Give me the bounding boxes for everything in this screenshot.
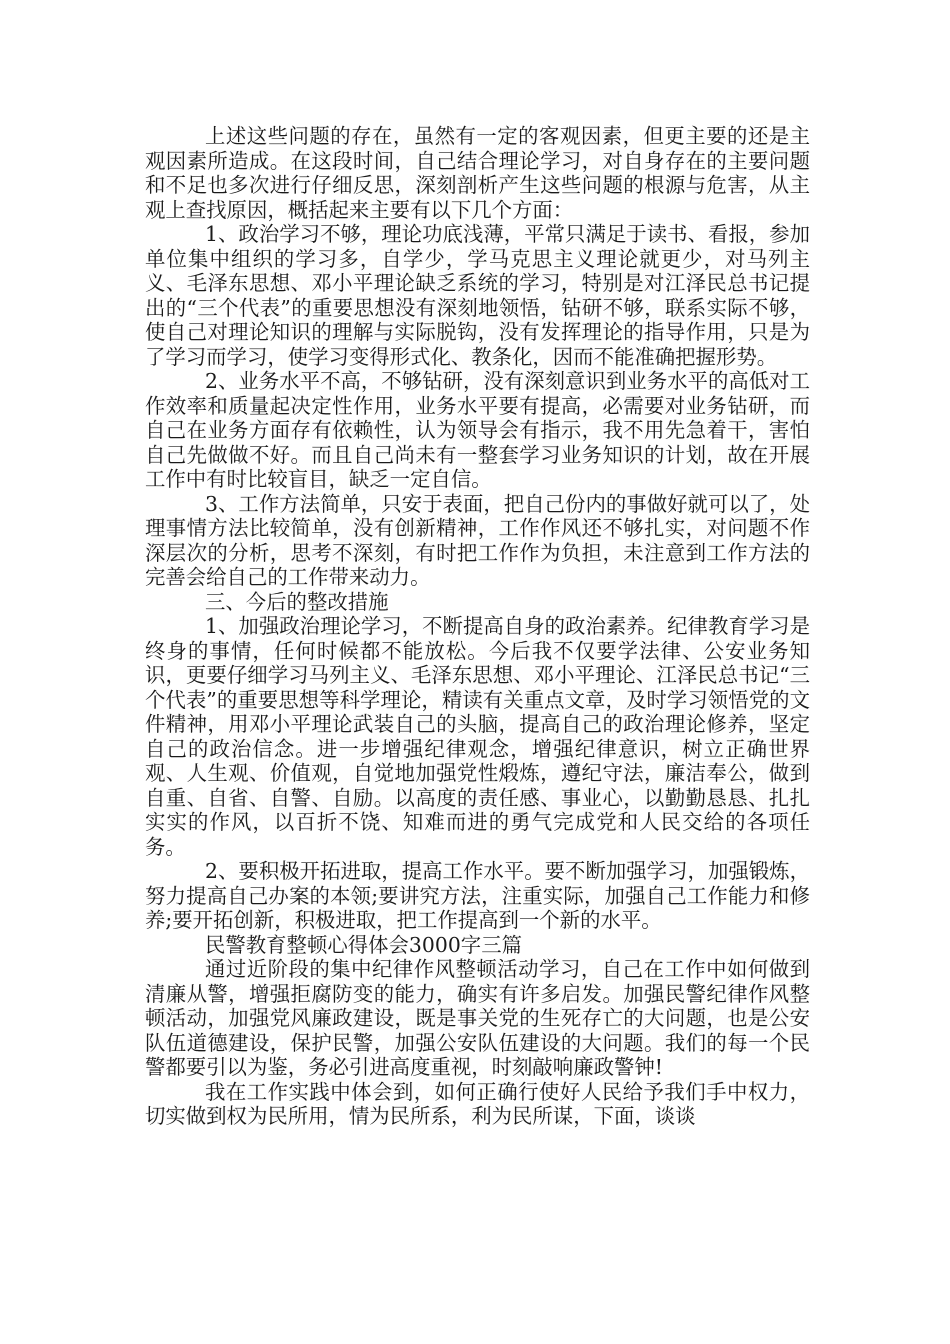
article-title: 民警教育整顿心得体会3000字三篇 (205, 932, 522, 957)
paragraph-point-1-political-study: 1、政治学习不够，理论功底浅薄，平常只满足于读书、看报，参加单位集中组织的学习多，自学少，学马克思主义理论就更少，对马列主义、毛泽东思想、邓小平理论缺乏系统的学习，特别是对江泽民总书记提出的“三个代表”的重要思想没有深刻地领悟，钻研不够，联系实际不够，使自己对理论知识的理解与实际脱钩，没有发挥理论的指导作用，只是为了学习而学习，使学习变得形式化、教条化，因而不能准确把握形势。 (145, 222, 810, 369)
paragraph-causes-intro: 上述这些问题的存在，虽然有一定的客观因素，但更主要的还是主观因素所造成。在这段时间，自己结合理论学习，对自身存在的主要问题和不足也多次进行仔细反思，深刻剖析产生这些问题的根源与危害，从主观上查找原因，概括起来主要有以下几个方面： (145, 124, 810, 222)
section-heading-rectification: 三、今后的整改措施 (205, 589, 389, 614)
paragraph-article-intro: 通过近阶段的集中纪律作风整顿活动学习，自己在工作中如何做到清廉从警，增强拒腐防变的能力，确实有许多启发。加强民警纪律作风整顿活动，加强党风廉政建设，既是事关党的生死存亡的大问题，也是公安队伍道德建设，保护民警，加强公安队伍建设的大问题。我们的每一个民警都要引以为鉴，务必引进高度重视，时刻敲响廉政警钟! (145, 957, 810, 1079)
document-body (145, 124, 810, 1129)
paragraph-measure-1: 1、加强政治理论学习，不断提高自身的政治素养。纪律教育学习是终身的事情，任何时候都不能放松。今后我不仅要学法律、公安业务知识，更要仔细学习马列主义、毛泽东思想、邓小平理论、江泽民总书记“三个代表”的重要思想等科学理论，精读有关重点文章，及时学习领悟党的文件精神，用邓小平理论武装自己的头脑，提高自己的政治理论修养，坚定自己的政治信念。进一步增强纪律观念，增强纪律意识，树立正确世界观、人生观、价值观，自觉地加强党性煅炼，遵纪守法，廉洁奉公，做到自重、自省、自警、自励。以高度的责任感、事业心，以勤勤恳恳、扎扎实实的作风，以百折不饶、知难而进的勇气完成党和人民交给的各项任务。 (145, 614, 810, 859)
paragraph-point-3-work-method: 3、工作方法简单，只安于表面，把自己份内的事做好就可以了，处理事情方法比较简单，没有创新精神，工作作风还不够扎实，对问题不作深层次的分析，思考不深刻，有时把工作作为负担，未注意到工作方法的完善会给自己的工作带来动力。 (145, 491, 810, 589)
paragraph-article-practice: 我在工作实践中体会到，如何正确行使好人民给予我们手中权力，切实做到权为民所用，情为民所系，利为民所谋，下面，谈谈 (145, 1079, 810, 1128)
paragraph-point-2-business-level: 2、业务水平不高，不够钻研，没有深刻意识到业务水平的高低对工作效率和质量起决定性作用，业务水平要有提高，必需要对业务钻研，而自己在业务方面存有依赖性，认为领导会有指示，我不用先急着干，害怕自己先做做不好。而且自己尚未有一整套学习业务知识的计划，故在开展工作中有时比较盲目，缺乏一定自信。 (145, 369, 810, 491)
paragraph-measure-2: 2、要积极开拓进取，提高工作水平。要不断加强学习，加强锻炼，努力提高自己办案的本领;要讲究方法，注重实际，加强自己工作能力和修养;要开拓创新，积极进取，把工作提高到一个新的水平。 (145, 859, 810, 932)
